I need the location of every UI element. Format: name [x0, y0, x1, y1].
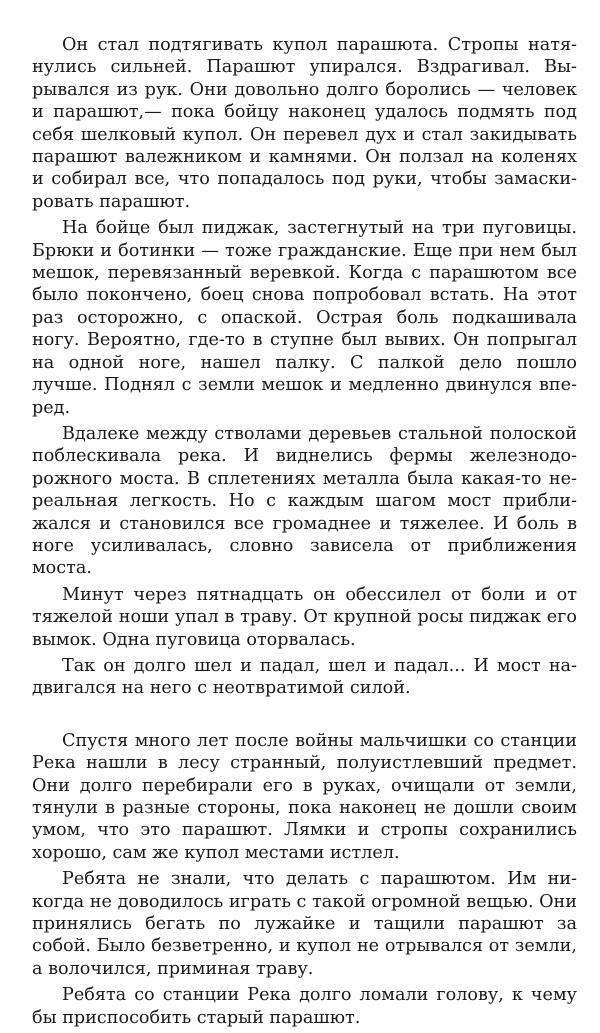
section-break [32, 704, 577, 730]
paragraph: На бойце был пиджак, застегнутый на три пуговицы. Брюки и ботинки — тоже гражданские. Еще при нем был мешок, перевязанный веревкой. Когда с парашютом все было покончено, боец снова попробовал встать. На этот раз осторожно, с опаской. Острая боль подкашивала ногу. Вероятно, где-то в ступне был вывих. Он попрыгал на одной ноге, нашел палку. С палкой дело пошло лучше. Поднял с земли мешок и медленно двинулся вперед. [32, 218, 577, 418]
paragraph: Ребята со станции Река долго ломали голову, к чему бы приспособить старый парашют. [32, 985, 577, 1028]
paragraph: Он стал подтягивать купол парашюта. Стропы натянулись сильней. Парашют упирался. Вздрагивал. Вырывался из рук. Они довольно долго боролись — человек и парашют,— пока бойцу наконец удалось подмять под себя шелковый купол. Он перевел дух и стал закидывать парашют валежником и камнями. Он ползал на коленях и собирал все, что попадалось под руки, чтобы замаскировать парашют. [32, 35, 577, 212]
paragraph: Так он долго шел и падал, шел и падал... И мост надвигался на него с неотвратимой силой. [32, 655, 577, 699]
paragraph: Спустя много лет после войны мальчишки со станции Река нашли в лесу странный, полуистлевший предмет. Они долго перебирали его в руках, очищали от земли, тянули в разные стороны, пока наконец не дошли своим умом, что это парашют. Лямки и стропы сохранились хорошо, сам же купол местами истлел. [32, 730, 577, 863]
paragraph: Ребята не знали, что делать с парашютом. Им никогда не доводилось играть с такой огромной вещью. Они принялись бегать по лужайке и тащили парашют за собой. Было безветренно, и купол не отрывался от земли, а волочился, приминая траву. [32, 869, 577, 979]
paragraph: Минут через пятнадцать он обессилел от боли и от тяжелой ноши упал в траву. От крупной росы пиджак его вымок. Одна пуговица оторвалась. [32, 584, 577, 650]
paragraph: Вдалеке между стволами деревьев стальной полоской поблескивала река. И виднелись фермы железнодорожного моста. В сплетениях металла была какая-то нереальная легкость. Но с каждым шагом мост приближался и становился все громаднее и тяжелее. И боль в ноге усиливалась, словно зависела от приближения моста. [32, 423, 577, 579]
book-page [32, 34, 577, 1033]
